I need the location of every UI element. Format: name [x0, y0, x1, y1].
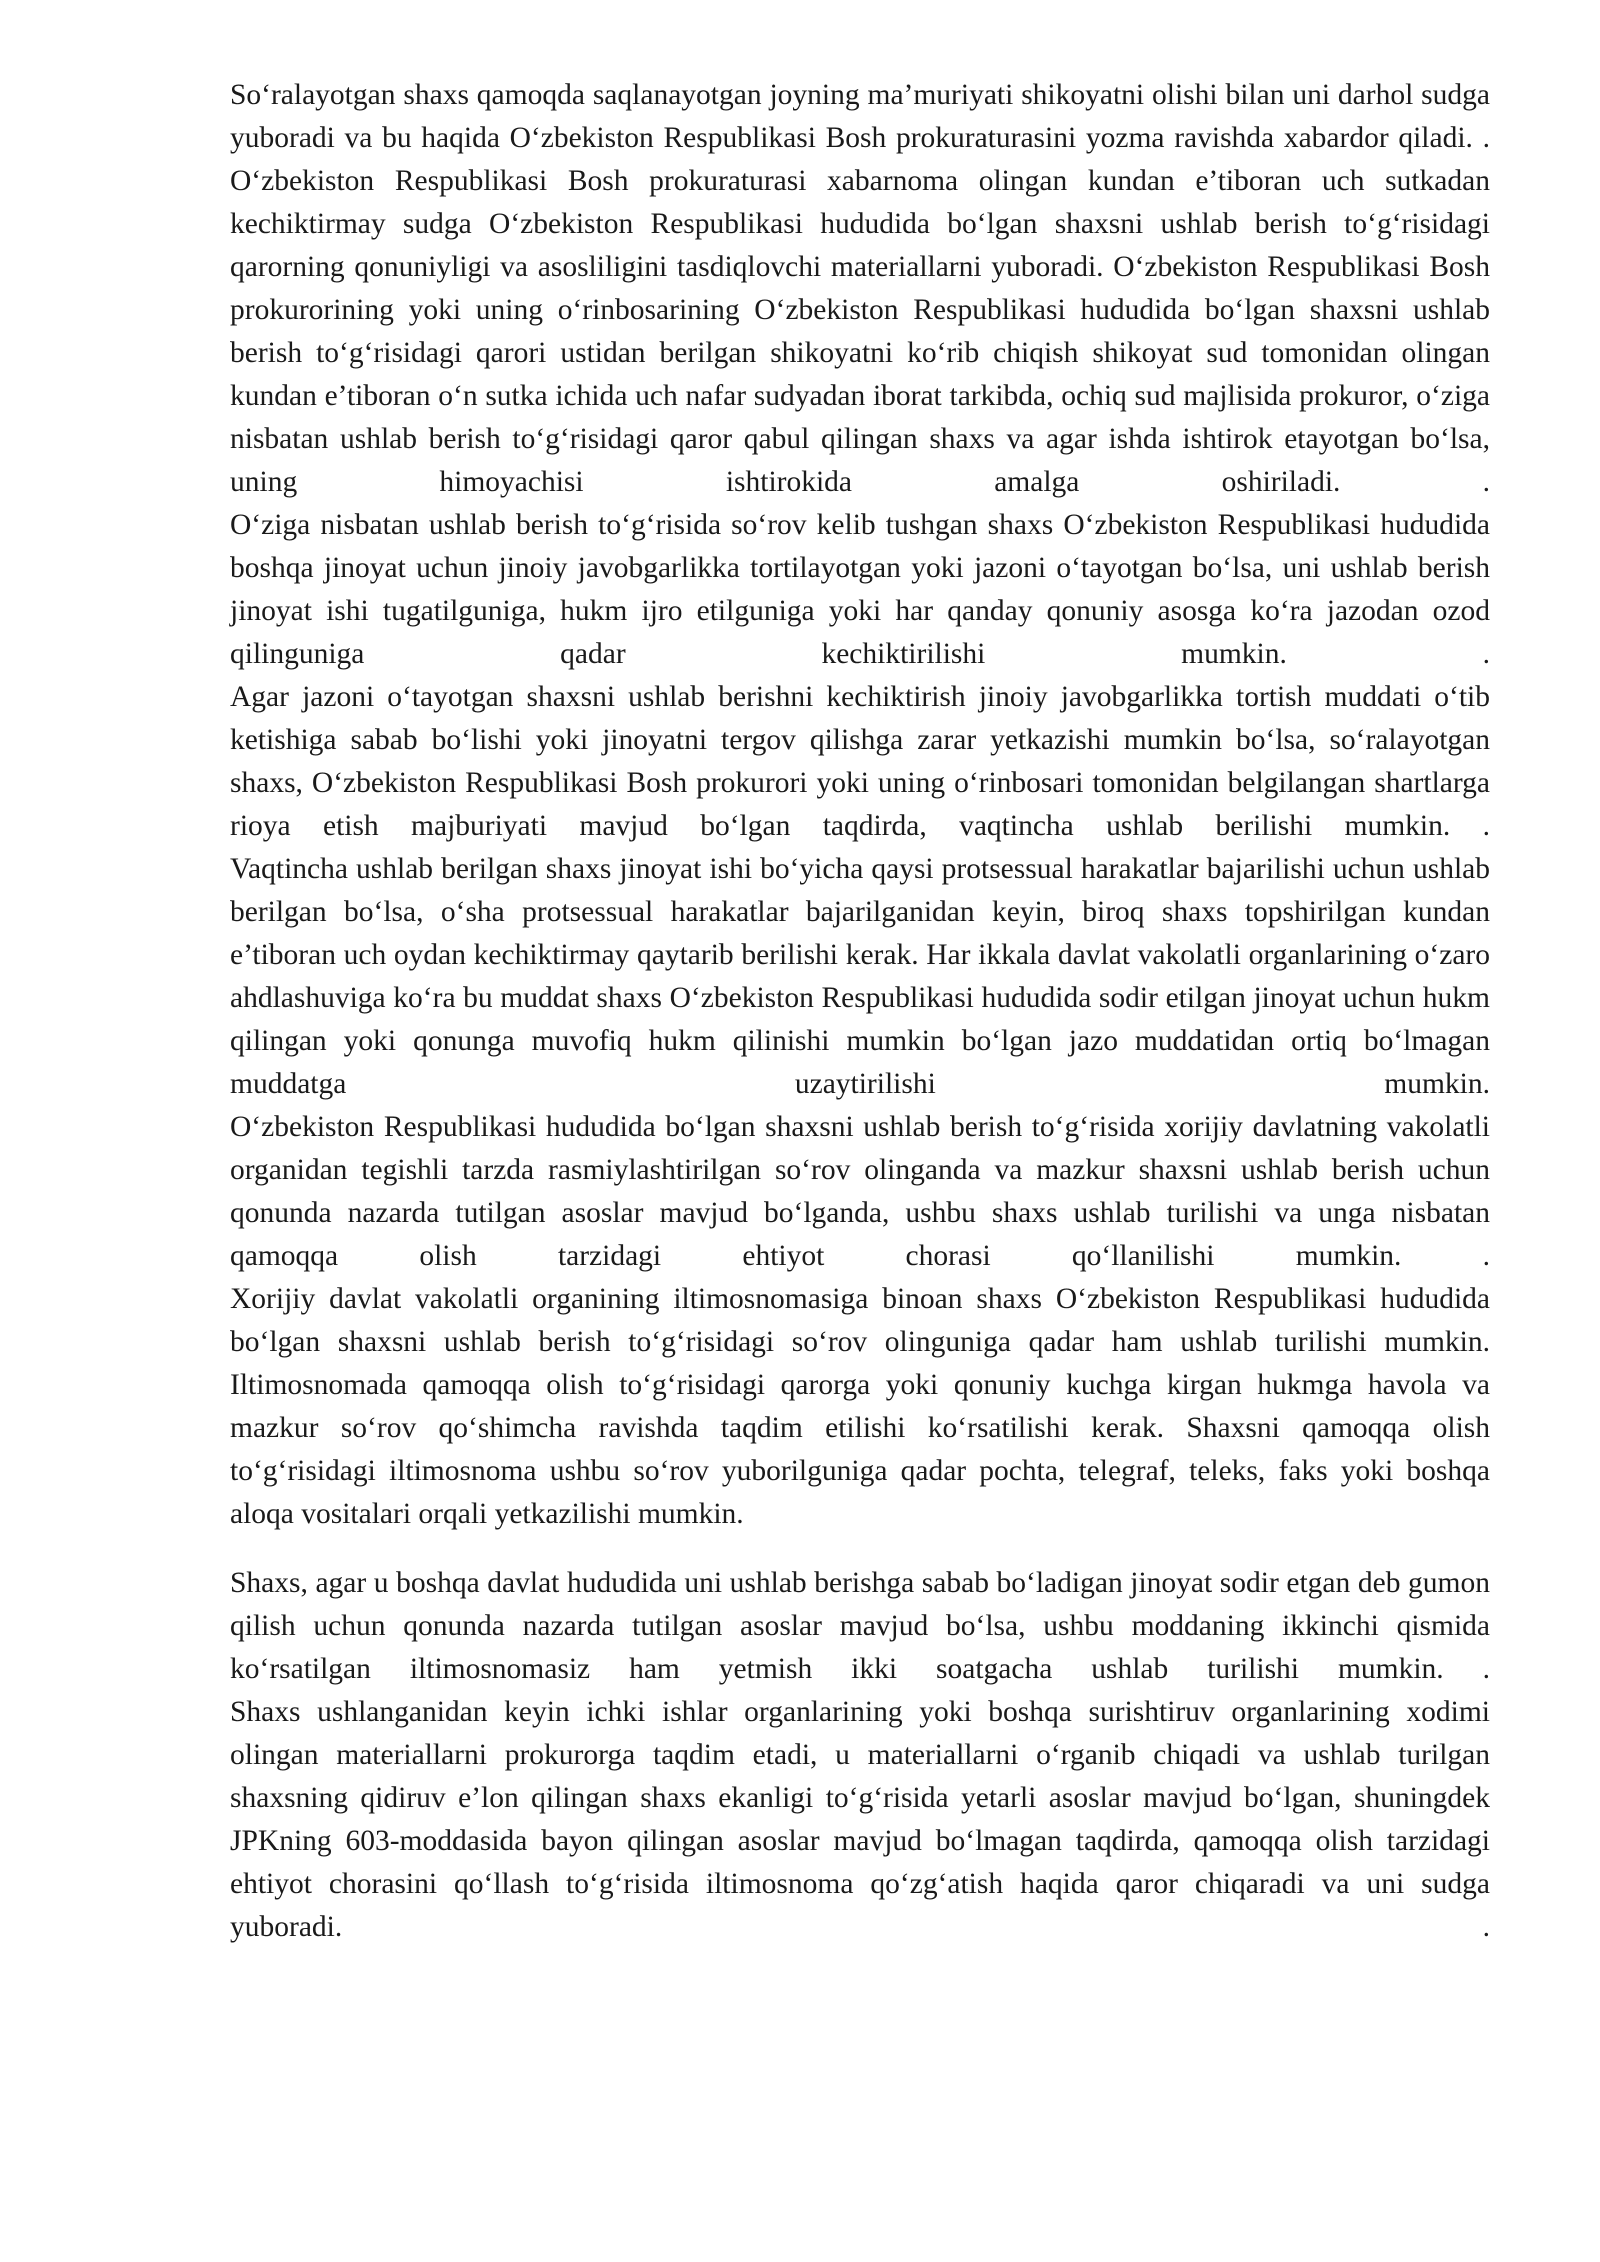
paragraph-1: So‘ralayotgan shaxs qamoqda saqlanayotgan joyning ma’muriyati shikoyatni olishi bilan uni darhol sudga yuboradi va bu haqida O‘zbekiston Respublikasi Bosh prokuraturasini yozma ravishda xabardor qiladi. . — [230, 79, 1490, 154]
paragraph-6: O‘zbekiston Respublikasi hududida bo‘lgan shaxsni ushlab berish to‘g‘risida xorijiy davlatning vakolatli organidan tegishli tarzda rasmiylashtirilgan so‘rov olinganda va mazkur shaxsni ushlab berish uchun qonunda nazarda tutilgan asoslar mavjud bo‘lganda, ushbu shaxs ushlab turilishi va unga nisbatan qamoqqa olish tarzidagi ehtiyot chorasi qo‘llanilishi mumkin. . — [230, 1111, 1490, 1272]
document-page — [230, 74, 1490, 1949]
paragraph-3: O‘ziga nisbatan ushlab berish to‘g‘risida so‘rov kelib tushgan shaxs O‘zbekiston Respublikasi hududida boshqa jinoyat uchun jinoiy javobgarlikka tortilayotgan yoki jazoni o‘tayotgan bo‘lsa, uni ushlab berish jinoyat ishi tugatilguniga, hukm ijro etilguniga yoki har qanday qonuniy asosga ko‘ra jazodan ozod qilinguniga qadar kechiktirilishi mumkin. . — [230, 509, 1490, 670]
paragraph-8: Shaxs, agar u boshqa davlat hududida uni ushlab berishga sabab bo‘ladigan jinoyat sodir etgan deb gumon qilish uchun qonunda nazarda tutilgan asoslar mavjud bo‘lsa, ushbu moddaning ikkinchi qismida ko‘rsatilgan iltimosnomasiz ham yetmish ikki soatgacha ushlab turilishi mumkin. . — [230, 1567, 1490, 1685]
paragraph-4: Agar jazoni o‘tayotgan shaxsni ushlab berishni kechiktirish jinoiy javobgarlikka tortish muddati o‘tib ketishiga sabab bo‘lishi yoki jinoyatni tergov qilishga zarar yetkazishi mumkin bo‘lsa, so‘ralayotgan shaxs, O‘zbekiston Respublikasi Bosh prokurori yoki uning o‘rinbosari tomonidan belgilangan shartlarga rioya etish majburiyati mavjud bo‘lgan taqdirda, vaqtincha ushlab berilishi mumkin. . — [230, 681, 1490, 842]
paragraph-7: Xorijiy davlat vakolatli organining iltimosnomasiga binoan shaxs O‘zbekiston Respublikasi hududida bo‘lgan shaxsni ushlab berish to‘g‘risidagi so‘rov olinguniga qadar ham ushlab turilishi mumkin. Iltimosnomada qamoqqa olish to‘g‘risidagi qarorga yoki qonuniy kuchga kirgan hukmga havola va mazkur so‘rov qo‘shimcha ravishda taqdim etilishi ko‘rsatilishi kerak. Shaxsni qamoqqa olish to‘g‘risidagi iltimosnoma ushbu so‘rov yuborilguniga qadar pochta, telegraf, teleks, faks yoki boshqa aloqa vositalari orqali yetkazilishi mumkin. — [230, 1283, 1490, 1530]
paragraph-9: Shaxs ushlanganidan keyin ichki ishlar organlarining yoki boshqa surishtiruv organlarining xodimi olingan materiallarni prokurorga taqdim etadi, u materiallarni o‘rganib chiqadi va ushlab turilgan shaxsning qidiruv e’lon qilingan shaxs ekanligi to‘g‘risida yetarli asoslar mavjud bo‘lgan, shuningdek JPKning 603-moddasida bayon qilingan asoslar mavjud bo‘lmagan taqdirda, qamoqqa olish tarzidagi ehtiyot chorasini qo‘llash to‘g‘risida iltimosnoma qo‘zg‘atish haqida qaror chiqaradi va uni sudga yuboradi. . — [230, 1696, 1490, 1943]
paragraph-5: Vaqtincha ushlab berilgan shaxs jinoyat ishi bo‘yicha qaysi protsessual harakatlar bajarilishi uchun ushlab berilgan bo‘lsa, o‘sha protsessual harakatlar bajarilganidan keyin, biroq shaxs topshirilgan kundan e’tiboran uch oydan kechiktirmay qaytarib berilishi kerak. Har ikkala davlat vakolatli organlarining o‘zaro ahdlashuviga ko‘ra bu muddat shaxs O‘zbekiston Respublikasi hududida sodir etilgan jinoyat uchun hukm qilingan yoki qonunga muvofiq hukm qilinishi mumkin bo‘lgan jazo muddatidan ortiq bo‘lmagan muddatga uzaytirilishi mumkin. — [230, 853, 1490, 1100]
paragraph-2: O‘zbekiston Respublikasi Bosh prokuraturasi xabarnoma olingan kundan e’tiboran uch sutkadan kechiktirmay sudga O‘zbekiston Respublikasi hududida bo‘lgan shaxsni ushlab berish to‘g‘risidagi qarorning qonuniyligi va asosliligini tasdiqlovchi materiallarni yuboradi. O‘zbekiston Respublikasi Bosh prokurorining yoki uning o‘rinbosarining O‘zbekiston Respublikasi hududida bo‘lgan shaxsni ushlab berish to‘g‘risidagi qarori ustidan berilgan shikoyatni ko‘rib chiqish shikoyat sud tomonidan olingan kundan e’tiboran o‘n sutka ichida uch nafar sudyadan iborat tarkibda, ochiq sud majlisida prokuror, o‘ziga nisbatan ushlab berish to‘g‘risidagi qaror qabul qilingan shaxs va agar ishda ishtirok etayotgan bo‘lsa, uning himoyachisi ishtirokida amalga oshiriladi. . — [230, 165, 1490, 498]
